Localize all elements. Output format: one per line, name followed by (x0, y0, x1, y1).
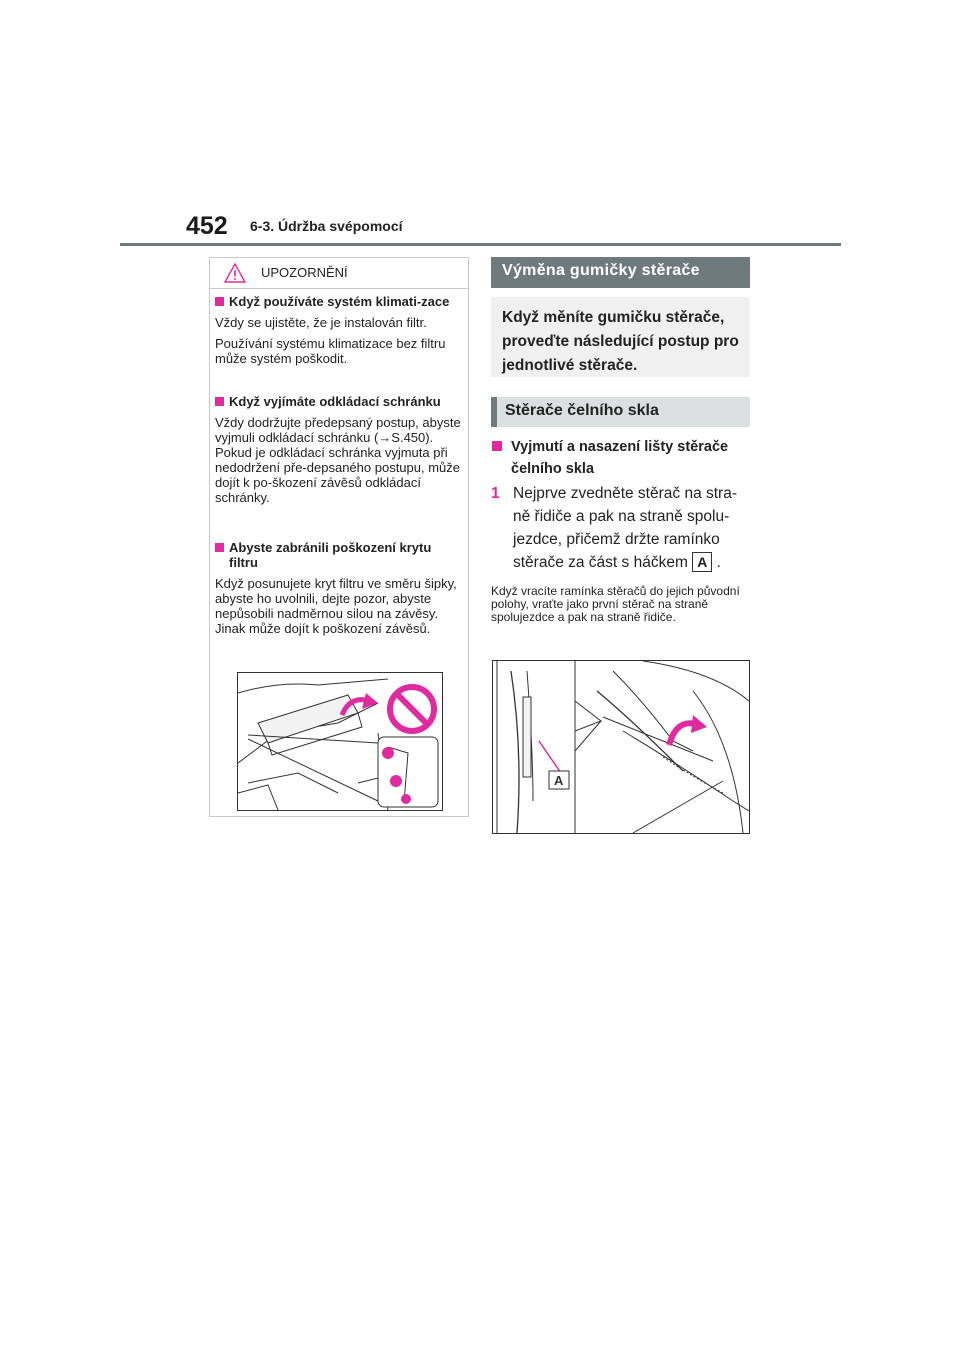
warning-header (210, 258, 468, 289)
warning-item-heading: Abyste zabránili poškození krytu filtru (215, 540, 463, 570)
warning-triangle-icon (224, 263, 246, 283)
warning-paragraph: Když posunujete kryt filtru ve směru šipky, abyste ho uvolnili, dejte pozor, abyste nepůsobili nadměrnou silou na závěsy. Jinak může dojít k poškození závěsů. (215, 576, 457, 636)
intro-text: Když měníte gumičku stěrače, proveďte následující postup pro jednotlivé stěrače. (502, 309, 739, 374)
warning-paragraph: Používání systému klimatizace bez filtru může systém poškodit. (215, 336, 446, 366)
step-number: 1 (491, 485, 500, 502)
warning-item (215, 394, 463, 505)
intro-box (491, 297, 750, 377)
warning-paragraph: Vždy se ujistěte, že je instalován filtr. (215, 315, 427, 330)
step-label-a: A (692, 552, 712, 572)
step-text: Nejprve zvedněte stěrač na stra-ně řidiče a pak na straně spolu-jezdce, přičemž držte ramínko stěrače za část s háčkem (513, 485, 737, 571)
section-banner: Výměna gumičky stěrače (491, 257, 750, 288)
warning-paragraph: Vždy dodržujte předepsaný postup, abyste vyjmuli odkládací schránku (→S.450). Pokud je odkládací schránka vyjmuta při nedodržení pře-depsaného postupu, může dojít k po-škození závěsů odkládací schránky. (215, 415, 461, 505)
warning-item (215, 294, 463, 366)
wiper-illustration (492, 660, 750, 834)
step-1: 1 Nejprve zvedněte stěrač na stra-ně řidiče a pak na straně spolu-jezdce, přičemž držte ramínko stěrače za část s háčkem A . (491, 482, 753, 574)
task-heading: Vyjmutí a nasazení lišty stěrače čelního skla (491, 436, 753, 480)
warning-box (209, 257, 469, 817)
warning-item (215, 540, 463, 636)
section-title: 6-3. Údržba svépomocí (250, 218, 403, 234)
warning-title: UPOZORNĚNÍ (261, 265, 348, 280)
warning-item-heading: Když vyjímáte odkládací schránku (215, 394, 463, 409)
filter-cover-illustration (237, 672, 443, 811)
header-rule (120, 243, 841, 246)
page-number: 452 (186, 212, 228, 240)
warning-item-heading: Když používáte systém klimati-zace (215, 294, 463, 309)
bullet-square-icon (492, 441, 502, 451)
note-text: Když vracíte ramínka stěračů do jejich původní polohy, vraťte jako první stěrač na straně spolujezdce a pak na straně řidiče. (491, 584, 740, 624)
sub-heading: Stěrače čelního skla (491, 397, 750, 427)
figure-label-a: A (554, 773, 564, 788)
